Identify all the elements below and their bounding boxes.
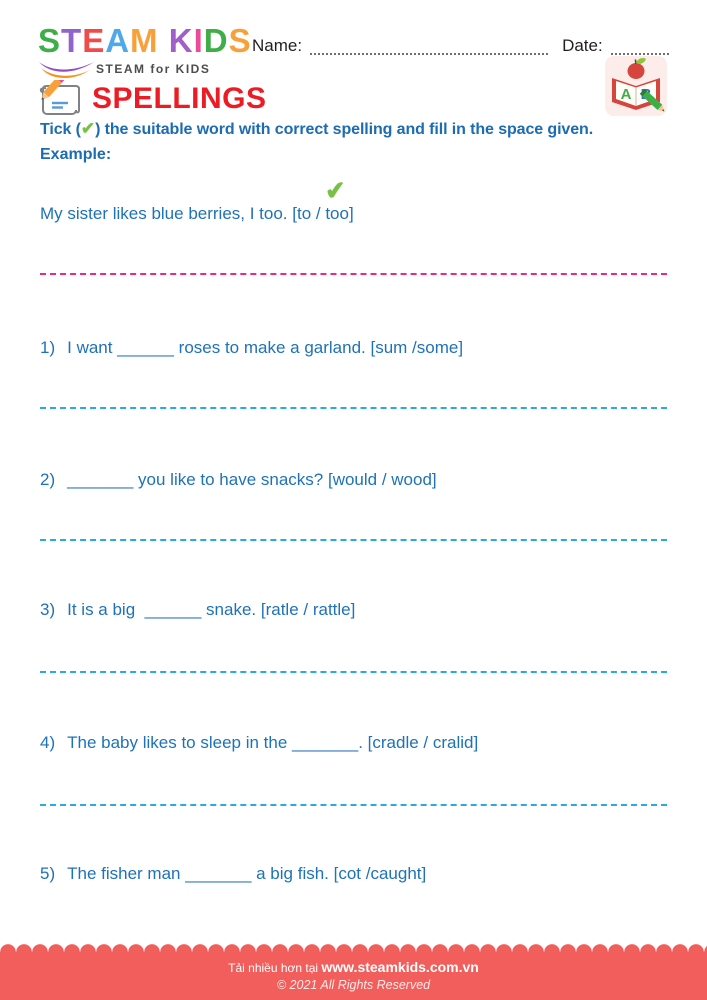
logo-wordmark bbox=[38, 22, 252, 59]
example-answer: too] bbox=[325, 204, 354, 223]
logo-letter: S bbox=[228, 22, 252, 59]
check-icon: ✔ bbox=[80, 119, 96, 138]
question-text: The baby likes to sleep in the _______. [cradle / cralid] bbox=[67, 733, 479, 752]
logo-tagline: STEAM for KIDS bbox=[96, 62, 211, 76]
divider-dashed-blue bbox=[40, 671, 667, 673]
logo-letter: E bbox=[82, 22, 106, 59]
question-text: The fisher man _______ a big fish. [cot /caught] bbox=[67, 864, 427, 883]
footer-copyright: © 2021 All Rights Reserved bbox=[276, 978, 431, 992]
example-sentence-start: My sister likes blue berries, I too. [to / bbox=[40, 204, 326, 223]
question-item bbox=[40, 733, 478, 753]
question-item bbox=[40, 470, 437, 490]
logo-letter bbox=[159, 22, 169, 59]
steam-kids-logo bbox=[38, 22, 252, 82]
logo-letter: S bbox=[38, 22, 62, 59]
instruction-before-tick: Tick ( bbox=[40, 121, 81, 138]
logo-letter: M bbox=[130, 22, 159, 59]
date-fill-line[interactable] bbox=[611, 39, 669, 55]
question-item bbox=[40, 864, 426, 884]
svg-text:A: A bbox=[620, 86, 632, 103]
question-text: I want ______ roses to make a garland. [sum /some] bbox=[67, 338, 464, 357]
question-number: 3) bbox=[40, 600, 56, 619]
footer-more-text: Tải nhiều hơn tại bbox=[228, 961, 322, 975]
name-date-row bbox=[252, 36, 669, 57]
question-number: 2) bbox=[40, 470, 56, 489]
logo-letter: A bbox=[105, 22, 131, 59]
footer-url[interactable]: www.steamkids.com.vn bbox=[321, 959, 479, 975]
logo-letter: D bbox=[203, 22, 229, 59]
logo-letter: K bbox=[168, 22, 194, 59]
abc-book-icon bbox=[605, 56, 667, 116]
question-number: 4) bbox=[40, 733, 56, 752]
check-icon: ✔ bbox=[324, 176, 348, 206]
title-row bbox=[38, 80, 267, 118]
pencil-paper-icon bbox=[38, 80, 84, 118]
divider-dashed-blue bbox=[40, 804, 667, 806]
divider-dashed-blue bbox=[40, 539, 667, 541]
divider-dashed-pink bbox=[40, 273, 667, 275]
logo-letter: I bbox=[193, 22, 204, 59]
example-label: Example: bbox=[40, 146, 112, 163]
example-sentence bbox=[40, 176, 354, 224]
divider-dashed-blue bbox=[40, 407, 667, 409]
name-fill-line[interactable] bbox=[310, 39, 548, 55]
instruction-text bbox=[40, 119, 593, 139]
question-number: 1) bbox=[40, 338, 56, 357]
question-number: 5) bbox=[40, 864, 56, 883]
footer-more-line bbox=[0, 959, 707, 975]
question-item bbox=[40, 600, 355, 620]
date-label: Date: bbox=[562, 36, 603, 55]
footer bbox=[0, 952, 707, 1000]
page-title: SPELLINGS bbox=[92, 82, 267, 115]
example-ticked-word bbox=[324, 176, 354, 223]
instruction-after-tick: ) the suitable word with correct spelling and fill in the space given. bbox=[95, 121, 594, 138]
swoosh-icon bbox=[38, 60, 96, 80]
name-label: Name: bbox=[252, 36, 303, 55]
logo-letter: T bbox=[61, 22, 83, 59]
question-text: It is a big ______ snake. [ratle / rattle] bbox=[67, 600, 356, 619]
footer-scallop-edge bbox=[0, 944, 707, 952]
question-item bbox=[40, 338, 463, 358]
question-text: _______ you like to have snacks? [would / wood] bbox=[67, 470, 437, 489]
